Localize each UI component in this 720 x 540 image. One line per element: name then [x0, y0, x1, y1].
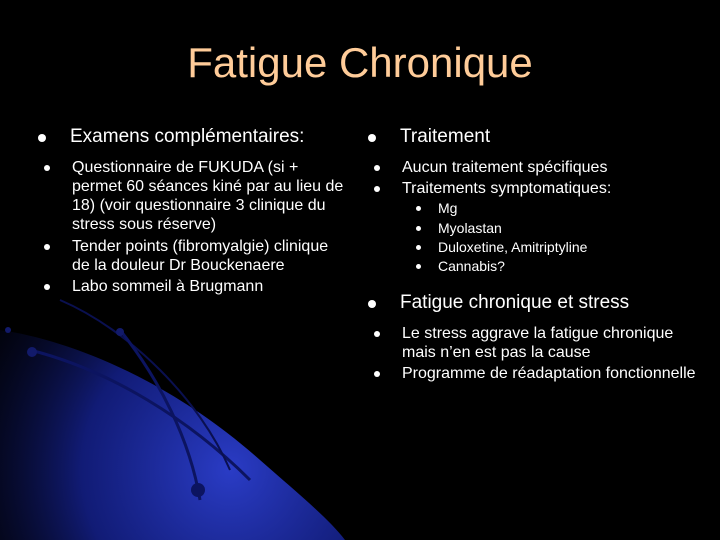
- list-item-text: Tender points (fibromyalgie) clinique de la douleur Dr Bouckenaere: [72, 237, 329, 274]
- list-item: [30, 277, 350, 296]
- list-item: [360, 324, 700, 362]
- sub-list-item: [360, 239, 700, 256]
- bullet-icon: [38, 134, 46, 142]
- bullet-icon: [416, 226, 421, 231]
- bullet-icon: [44, 244, 50, 250]
- bullet-icon: [368, 134, 376, 142]
- list-item-text: Programme de réadaptation fonctionnelle: [402, 364, 696, 382]
- decor-dot: [27, 347, 37, 357]
- treatment-heading-text: Traitement: [400, 126, 491, 147]
- list-item: [360, 364, 700, 383]
- stress-heading: [360, 292, 700, 314]
- left-heading: [30, 126, 350, 148]
- list-item-text: Labo sommeil à Brugmann: [72, 277, 264, 295]
- stress-heading-text: Fatigue chronique et stress: [400, 291, 630, 313]
- bullet-icon: [416, 245, 421, 250]
- left-heading-text: Examens complémentaires:: [70, 126, 305, 147]
- bullet-icon: [44, 284, 50, 290]
- bullet-icon: [416, 206, 421, 211]
- list-item-text: Aucun traitement spécifiques: [402, 158, 608, 176]
- sub-list-item-text: Mg: [438, 200, 458, 217]
- bullet-icon: [416, 264, 421, 269]
- slide-title: Fatigue Chronique: [187, 39, 533, 86]
- sub-list-item: [360, 200, 700, 217]
- bullet-icon: [44, 165, 50, 171]
- bullet-icon: [368, 300, 376, 308]
- bullet-icon: [374, 371, 380, 377]
- list-item-text: Traitements symptomatiques:: [402, 180, 612, 198]
- decor-dot: [116, 328, 124, 336]
- list-item-text: Questionnaire de FUKUDA (si + permet 60 séances kiné par au lieu de 18) (voir questionnaire 3 clinique du stress sous réserve): [72, 158, 344, 234]
- list-item-text: Le stress aggrave la fatigue chronique mais n’en est pas la cause: [402, 324, 674, 361]
- decor-dot: [191, 483, 205, 497]
- sub-list-item-text: Duloxetine, Amitriptyline: [438, 238, 588, 255]
- section-spacer: [360, 278, 700, 292]
- bullet-icon: [374, 165, 380, 171]
- treatment-heading: [360, 126, 700, 148]
- left-column: [30, 126, 350, 298]
- list-item: [360, 179, 700, 198]
- list-item: [30, 237, 350, 275]
- sub-list-item-text: Myolastan: [438, 219, 502, 236]
- sub-list-item-text: Cannabis?: [438, 258, 505, 275]
- right-column: [360, 126, 700, 385]
- bullet-icon: [374, 186, 380, 192]
- list-item: [360, 158, 700, 177]
- sub-list-item: [360, 220, 700, 237]
- decor-dot: [5, 327, 11, 333]
- sub-list-item: [360, 258, 700, 275]
- bullet-icon: [374, 331, 380, 337]
- list-item: [30, 158, 350, 235]
